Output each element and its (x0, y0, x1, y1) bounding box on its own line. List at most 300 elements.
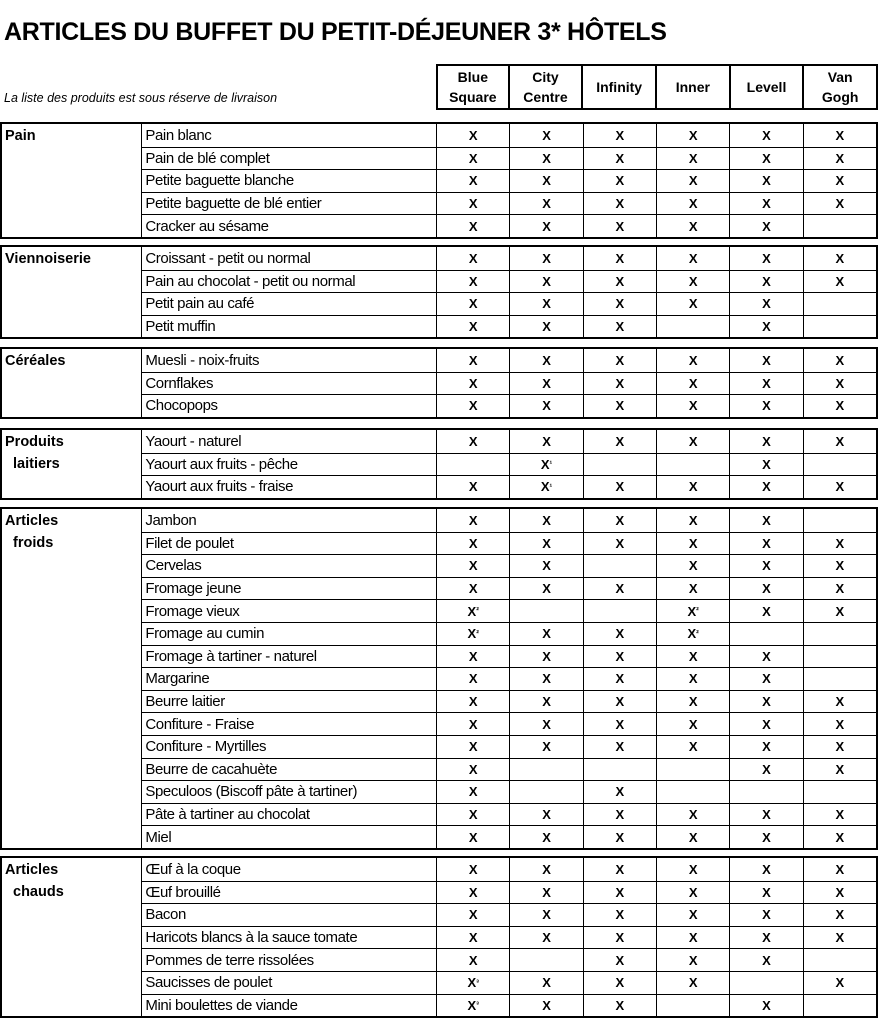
availability-cell-levell: X (729, 349, 802, 372)
category-label (2, 430, 142, 475)
table-row (2, 270, 876, 293)
category-spacer (2, 475, 141, 498)
product-name: Petite baguette blanche (141, 169, 436, 192)
availability-cell-city-centre: X (509, 509, 582, 532)
product-name: Pain de blé complet (141, 147, 436, 170)
availability-cell-van-gogh (803, 315, 876, 338)
availability-cell-infinity: X (583, 214, 656, 237)
availability-cell-city-centre: X (509, 192, 582, 215)
availability-cell-infinity: X (583, 971, 656, 994)
availability-cell-van-gogh: X (803, 735, 876, 758)
product-name: Petite baguette de blé entier (141, 192, 436, 215)
availability-cell-infinity (583, 453, 656, 476)
availability-cell-van-gogh: X (803, 577, 876, 600)
availability-cell-blue-square: X (436, 270, 509, 293)
category-spacer (2, 315, 141, 338)
availability-cell-levell: X (729, 645, 802, 668)
availability-cell-infinity (583, 599, 656, 622)
availability-cell-blue-square: X (436, 554, 509, 577)
table-row (2, 971, 876, 994)
product-name: Confiture - Fraise (141, 712, 436, 735)
availability-cell-levell: X (729, 270, 802, 293)
availability-cell-blue-square: X (436, 192, 509, 215)
availability-cell-levell (729, 780, 802, 803)
availability-cell-infinity: X (583, 247, 656, 270)
availability-cell-blue-square: X (436, 247, 509, 270)
product-name: Fromage au cumin (141, 622, 436, 645)
table-row (2, 372, 876, 395)
availability-cell-inner: X (656, 475, 729, 498)
category-spacer (2, 667, 141, 690)
table-row (2, 825, 876, 848)
availability-cell-van-gogh: X (803, 247, 876, 270)
product-name: Fromage jeune (141, 577, 436, 600)
availability-cell-blue-square: X (436, 577, 509, 600)
category-label-line: froids (13, 535, 54, 551)
availability-cell-city-centre: X (509, 712, 582, 735)
availability-cell-infinity: X (583, 349, 656, 372)
availability-cell-city-centre: X (509, 532, 582, 555)
availability-cell-city-centre (509, 599, 582, 622)
availability-cell-infinity: X (583, 825, 656, 848)
availability-cell-blue-square: X (436, 532, 509, 555)
hotel-header-line: Infinity (596, 79, 643, 95)
hotel-header-blue-square (436, 64, 510, 110)
availability-cell-levell: X (729, 926, 802, 949)
product-name: Pain au chocolat - petit ou normal (141, 270, 436, 293)
product-name: Pain blanc (141, 124, 436, 147)
table-row (2, 735, 876, 758)
category-spacer (2, 214, 141, 237)
product-name: Muesli - noix-fruits (141, 349, 436, 372)
table-row (2, 903, 876, 926)
category-spacer (2, 994, 141, 1017)
availability-cell-van-gogh (803, 667, 876, 690)
availability-cell-city-centre: X ¹ (509, 475, 582, 498)
category-group-cereales (0, 347, 878, 419)
product-name: Speculoos (Biscoff pâte à tartiner) (141, 780, 436, 803)
availability-cell-blue-square: X (436, 147, 509, 170)
availability-cell-levell: X (729, 475, 802, 498)
availability-cell-levell: X (729, 690, 802, 713)
product-name: Filet de poulet (141, 532, 436, 555)
availability-cell-van-gogh (803, 509, 876, 532)
availability-cell-inner: X (656, 147, 729, 170)
availability-cell-levell: X (729, 577, 802, 600)
availability-cell-city-centre: X (509, 577, 582, 600)
product-name: Haricots blancs à la sauce tomate (141, 926, 436, 949)
availability-cell-levell: X (729, 858, 802, 881)
product-name: Cracker au sésame (141, 214, 436, 237)
category-group-articles-chauds (0, 856, 878, 1018)
category-label-line: Articles (5, 862, 59, 878)
product-name: Fromage vieux (141, 599, 436, 622)
availability-cell-levell (729, 971, 802, 994)
availability-cell-inner: X ² (656, 622, 729, 645)
availability-cell-infinity: X (583, 735, 656, 758)
table-row (2, 667, 876, 690)
availability-cell-blue-square: X (436, 509, 509, 532)
availability-cell-van-gogh: X (803, 270, 876, 293)
availability-cell-infinity: X (583, 192, 656, 215)
availability-cell-blue-square: X (436, 349, 509, 372)
availability-cell-city-centre: X (509, 690, 582, 713)
hotel-header-line: City (532, 69, 559, 85)
availability-cell-inner: X (656, 372, 729, 395)
product-name: Beurre de cacahuète (141, 758, 436, 781)
category-label-line: laitiers (13, 456, 60, 472)
category-group-viennoiserie (0, 245, 878, 339)
availability-cell-city-centre: X (509, 825, 582, 848)
availability-cell-city-centre: X (509, 881, 582, 904)
table-row (2, 554, 876, 577)
category-label-line: Viennoiserie (5, 251, 91, 267)
availability-cell-blue-square: X (436, 214, 509, 237)
availability-cell-infinity: X (583, 430, 656, 453)
availability-cell-inner: X (656, 645, 729, 668)
availability-cell-infinity: X (583, 315, 656, 338)
availability-cell-van-gogh (803, 453, 876, 476)
product-name: Yaourt - naturel (141, 430, 436, 453)
category-spacer (2, 577, 141, 600)
category-spacer (2, 926, 141, 949)
availability-cell-inner: X (656, 430, 729, 453)
availability-cell-city-centre: X (509, 124, 582, 147)
availability-cell-city-centre: X (509, 372, 582, 395)
availability-cell-van-gogh: X (803, 192, 876, 215)
table-row (2, 169, 876, 192)
product-name: Petit muffin (141, 315, 436, 338)
availability-cell-inner: X (656, 881, 729, 904)
category-label-line: Pain (5, 128, 36, 144)
availability-cell-levell: X (729, 758, 802, 781)
availability-cell-levell: X (729, 192, 802, 215)
product-name: Miel (141, 825, 436, 848)
availability-cell-blue-square: X (436, 124, 509, 147)
availability-cell-inner: X (656, 394, 729, 417)
availability-cell-infinity: X (583, 372, 656, 395)
table-row (2, 599, 876, 622)
availability-cell-infinity: X (583, 690, 656, 713)
availability-cell-city-centre: X (509, 858, 582, 881)
availability-cell-city-centre: X ¹ (509, 453, 582, 476)
availability-cell-infinity: X (583, 532, 656, 555)
table-row (2, 758, 876, 781)
availability-cell-city-centre: X (509, 554, 582, 577)
availability-cell-infinity: X (583, 475, 656, 498)
hotel-header-line: Square (449, 89, 497, 105)
availability-cell-inner: X (656, 903, 729, 926)
category-spacer (2, 971, 141, 994)
category-spacer (2, 270, 141, 293)
availability-cell-infinity: X (583, 509, 656, 532)
table-row (2, 994, 876, 1017)
availability-cell-blue-square: X ³ (436, 994, 509, 1017)
availability-cell-inner: X ² (656, 599, 729, 622)
product-name: Yaourt aux fruits - fraise (141, 475, 436, 498)
hotel-header-inner (655, 64, 731, 110)
availability-cell-levell (729, 622, 802, 645)
category-label (2, 349, 142, 372)
availability-cell-infinity: X (583, 712, 656, 735)
table-row (2, 712, 876, 735)
availability-cell-van-gogh (803, 292, 876, 315)
availability-cell-blue-square: X (436, 430, 509, 453)
hotel-header-city-centre (508, 64, 584, 110)
availability-cell-infinity: X (583, 292, 656, 315)
availability-cell-blue-square: X (436, 475, 509, 498)
product-name: Chocopops (141, 394, 436, 417)
availability-cell-infinity: X (583, 270, 656, 293)
category-spacer (2, 554, 141, 577)
product-name: Œuf brouillé (141, 881, 436, 904)
category-spacer (2, 147, 141, 170)
hotel-header-line: Inner (675, 79, 710, 95)
availability-cell-city-centre: X (509, 803, 582, 826)
product-name: Fromage à tartiner - naturel (141, 645, 436, 668)
availability-cell-city-centre: X (509, 430, 582, 453)
availability-cell-city-centre: X (509, 622, 582, 645)
category-spacer (2, 903, 141, 926)
availability-cell-blue-square: X (436, 758, 509, 781)
availability-cell-van-gogh: X (803, 394, 876, 417)
availability-cell-inner: X (656, 690, 729, 713)
availability-cell-blue-square: X ³ (436, 971, 509, 994)
availability-cell-inner: X (656, 735, 729, 758)
availability-cell-infinity (583, 554, 656, 577)
category-spacer (2, 292, 141, 315)
availability-cell-city-centre: X (509, 667, 582, 690)
availability-cell-levell: X (729, 667, 802, 690)
table-row (2, 292, 876, 315)
availability-cell-levell: X (729, 214, 802, 237)
availability-cell-van-gogh: X (803, 803, 876, 826)
category-spacer (2, 394, 141, 417)
availability-cell-levell: X (729, 453, 802, 476)
category-spacer (2, 690, 141, 713)
availability-cell-levell: X (729, 147, 802, 170)
availability-cell-blue-square: X (436, 735, 509, 758)
category-label-line: Céréales (5, 353, 66, 369)
table-row (2, 214, 876, 237)
category-spacer (2, 645, 141, 668)
availability-cell-van-gogh: X (803, 372, 876, 395)
availability-cell-blue-square: X (436, 948, 509, 971)
availability-cell-inner: X (656, 803, 729, 826)
availability-cell-infinity: X (583, 903, 656, 926)
availability-cell-city-centre: X (509, 735, 582, 758)
availability-cell-van-gogh: X (803, 758, 876, 781)
category-spacer (2, 735, 141, 758)
category-spacer (2, 758, 141, 781)
hotel-header-line: Centre (523, 89, 568, 105)
availability-cell-van-gogh: X (803, 532, 876, 555)
availability-cell-blue-square: X (436, 926, 509, 949)
availability-cell-van-gogh: X (803, 971, 876, 994)
availability-cell-levell: X (729, 948, 802, 971)
availability-cell-levell: X (729, 169, 802, 192)
availability-cell-inner: X (656, 926, 729, 949)
category-group-produits-laitiers (0, 428, 878, 500)
availability-cell-city-centre: X (509, 147, 582, 170)
availability-cell-van-gogh: X (803, 554, 876, 577)
availability-cell-inner: X (656, 214, 729, 237)
availability-cell-city-centre: X (509, 247, 582, 270)
availability-cell-infinity: X (583, 994, 656, 1017)
availability-cell-van-gogh: X (803, 690, 876, 713)
availability-cell-levell: X (729, 881, 802, 904)
product-name: Mini boulettes de viande (141, 994, 436, 1017)
table-row (2, 948, 876, 971)
availability-cell-blue-square: X (436, 858, 509, 881)
availability-cell-blue-square: X ² (436, 599, 509, 622)
availability-cell-inner: X (656, 667, 729, 690)
category-spacer (2, 372, 141, 395)
product-name: Saucisses de poulet (141, 971, 436, 994)
availability-cell-van-gogh: X (803, 881, 876, 904)
availability-cell-city-centre: X (509, 994, 582, 1017)
availability-cell-inner: X (656, 971, 729, 994)
product-name: Margarine (141, 667, 436, 690)
availability-cell-blue-square: X (436, 881, 509, 904)
hotel-header-line: Van (827, 69, 853, 85)
table-row (2, 926, 876, 949)
availability-cell-van-gogh (803, 780, 876, 803)
delivery-note: La liste des produits est sous réserve de livraison (4, 91, 278, 105)
availability-cell-van-gogh (803, 622, 876, 645)
availability-cell-infinity: X (583, 881, 656, 904)
availability-cell-blue-square: X (436, 645, 509, 668)
availability-cell-inner: X (656, 509, 729, 532)
availability-cell-inner: X (656, 532, 729, 555)
availability-cell-infinity: X (583, 780, 656, 803)
availability-cell-inner: X (656, 577, 729, 600)
availability-cell-city-centre: X (509, 926, 582, 949)
table-row (2, 645, 876, 668)
product-name: Cornflakes (141, 372, 436, 395)
availability-cell-inner (656, 758, 729, 781)
availability-cell-blue-square: X (436, 292, 509, 315)
table-row (2, 394, 876, 417)
availability-cell-blue-square: X (436, 372, 509, 395)
availability-cell-city-centre: X (509, 292, 582, 315)
category-spacer (2, 803, 141, 826)
table-row (2, 475, 876, 498)
availability-cell-blue-square: X (436, 667, 509, 690)
category-spacer (2, 622, 141, 645)
availability-cell-infinity: X (583, 169, 656, 192)
availability-cell-inner (656, 453, 729, 476)
availability-cell-blue-square: X (436, 780, 509, 803)
table-row (2, 622, 876, 645)
availability-cell-city-centre: X (509, 270, 582, 293)
table-row (2, 780, 876, 803)
availability-cell-city-centre: X (509, 214, 582, 237)
availability-cell-blue-square: X (436, 712, 509, 735)
table-row (2, 192, 876, 215)
hotel-header-infinity (581, 64, 657, 110)
availability-cell-inner: X (656, 270, 729, 293)
availability-cell-levell: X (729, 315, 802, 338)
availability-cell-van-gogh: X (803, 926, 876, 949)
category-label (2, 858, 142, 903)
availability-cell-levell: X (729, 372, 802, 395)
availability-cell-levell: X (729, 735, 802, 758)
availability-cell-blue-square: X (436, 169, 509, 192)
availability-cell-inner: X (656, 349, 729, 372)
category-spacer (2, 192, 141, 215)
availability-cell-levell: X (729, 509, 802, 532)
product-name: Croissant - petit ou normal (141, 247, 436, 270)
availability-cell-blue-square: X ² (436, 622, 509, 645)
availability-cell-van-gogh: X (803, 599, 876, 622)
availability-cell-city-centre: X (509, 315, 582, 338)
availability-cell-van-gogh: X (803, 475, 876, 498)
category-label (2, 124, 142, 147)
category-label-line: Articles (5, 513, 59, 529)
availability-cell-city-centre: X (509, 349, 582, 372)
availability-cell-levell: X (729, 803, 802, 826)
availability-cell-levell: X (729, 124, 802, 147)
availability-cell-infinity: X (583, 577, 656, 600)
availability-cell-infinity: X (583, 948, 656, 971)
availability-cell-blue-square (436, 453, 509, 476)
availability-cell-infinity: X (583, 858, 656, 881)
product-name: Petit pain au café (141, 292, 436, 315)
category-spacer (2, 948, 141, 971)
page-title: ARTICLES DU BUFFET DU PETIT-DÉJEUNER 3* HÔTELS (4, 18, 667, 46)
availability-cell-van-gogh (803, 994, 876, 1017)
hotel-header-line: Blue (457, 69, 488, 85)
availability-cell-infinity: X (583, 803, 656, 826)
product-name: Pâte à tartiner au chocolat (141, 803, 436, 826)
availability-cell-inner: X (656, 858, 729, 881)
availability-cell-levell: X (729, 532, 802, 555)
availability-cell-infinity: X (583, 394, 656, 417)
hotel-header-line: Gogh (821, 89, 859, 105)
availability-cell-inner (656, 780, 729, 803)
availability-cell-levell: X (729, 430, 802, 453)
product-name: Bacon (141, 903, 436, 926)
availability-cell-city-centre (509, 780, 582, 803)
availability-cell-van-gogh: X (803, 825, 876, 848)
availability-cell-levell: X (729, 292, 802, 315)
availability-cell-city-centre: X (509, 903, 582, 926)
availability-cell-blue-square: X (436, 690, 509, 713)
availability-cell-van-gogh (803, 948, 876, 971)
table-row (2, 803, 876, 826)
product-name: Pommes de terre rissolées (141, 948, 436, 971)
availability-cell-levell: X (729, 599, 802, 622)
availability-cell-city-centre: X (509, 169, 582, 192)
availability-cell-infinity: X (583, 147, 656, 170)
availability-cell-infinity: X (583, 667, 656, 690)
availability-cell-city-centre: X (509, 394, 582, 417)
availability-cell-inner (656, 994, 729, 1017)
category-group-pain (0, 122, 878, 239)
availability-cell-levell: X (729, 903, 802, 926)
hotel-header-levell (729, 64, 805, 110)
availability-cell-levell: X (729, 825, 802, 848)
category-label (2, 247, 142, 270)
category-spacer (2, 780, 141, 803)
availability-cell-city-centre (509, 948, 582, 971)
availability-cell-inner: X (656, 192, 729, 215)
category-label-line: chauds (13, 884, 64, 900)
availability-cell-van-gogh: X (803, 903, 876, 926)
availability-cell-inner: X (656, 124, 729, 147)
availability-cell-inner: X (656, 247, 729, 270)
